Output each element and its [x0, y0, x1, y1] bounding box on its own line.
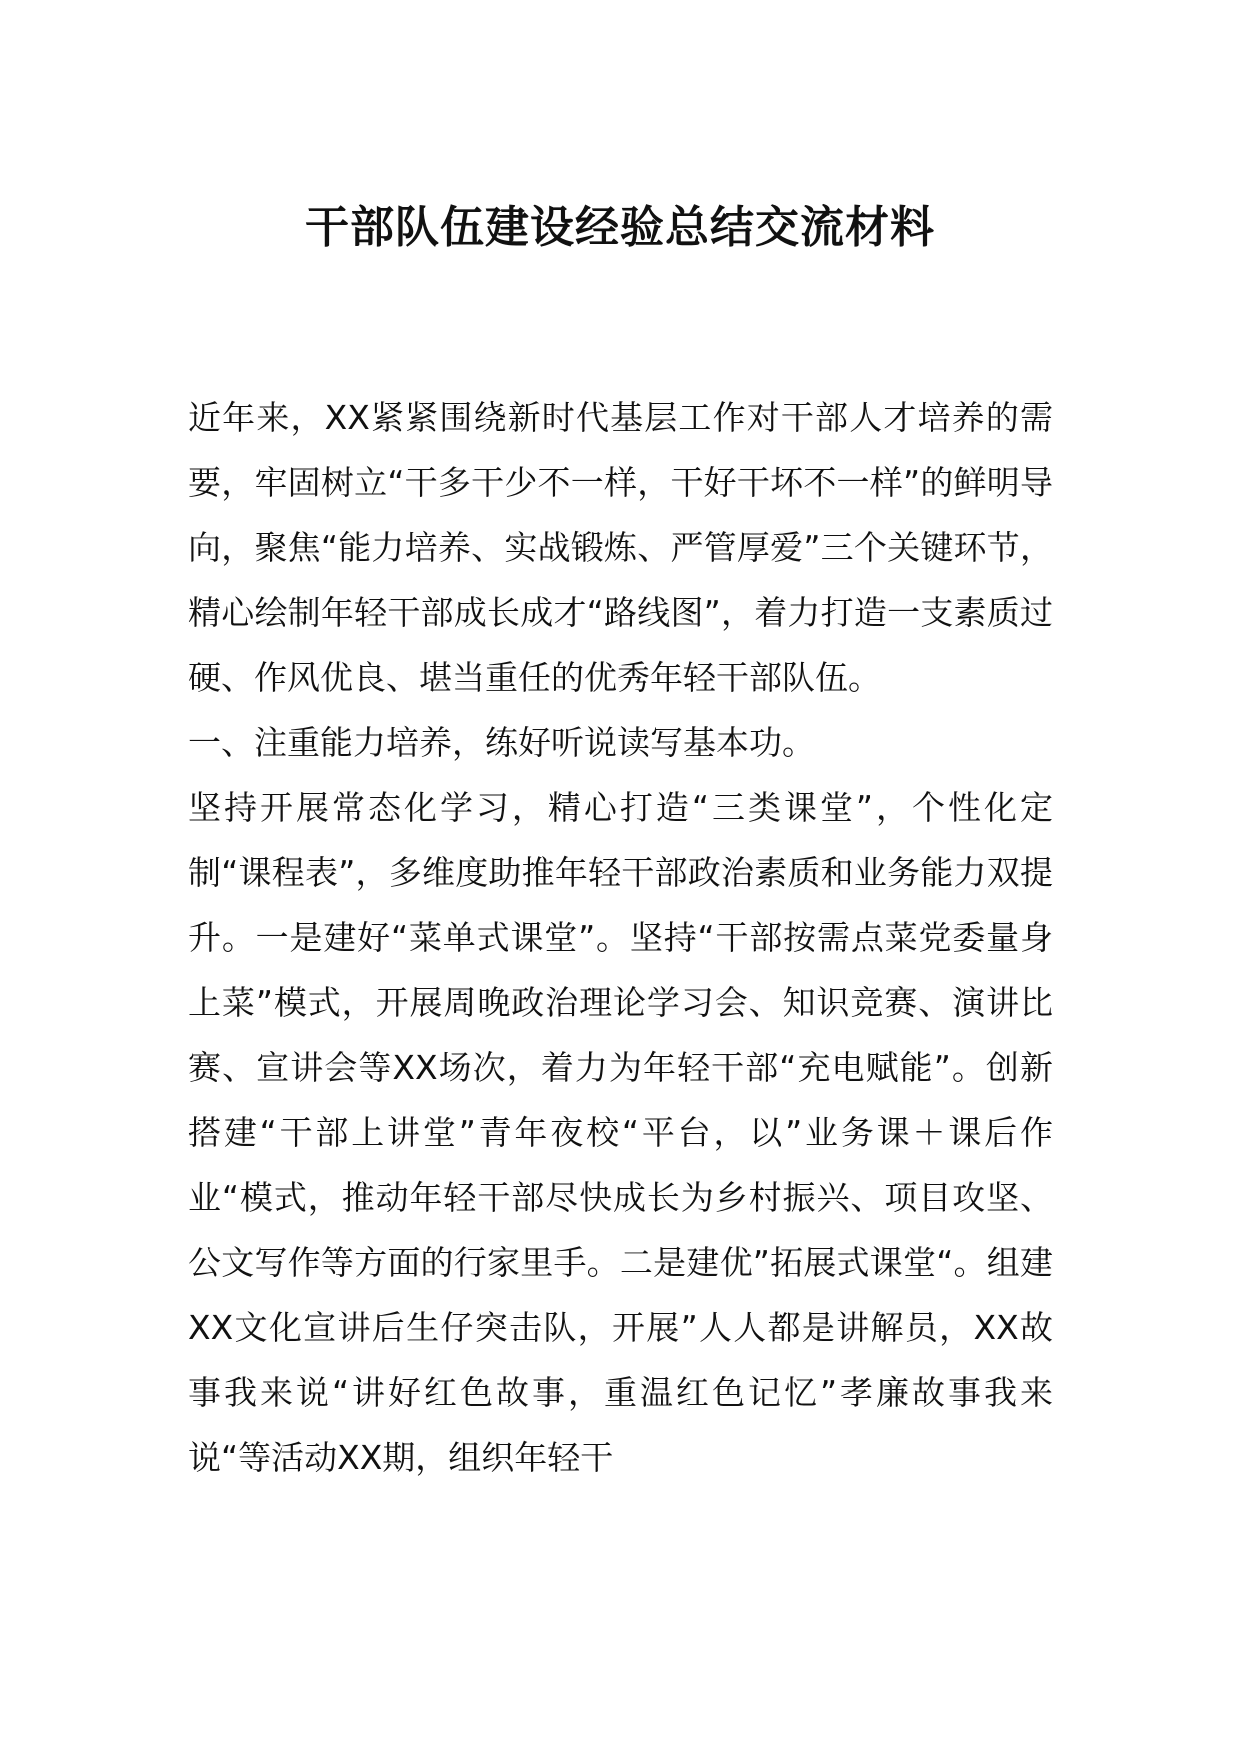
section-heading-1: 一、注重能力培养，练好听说读写基本功。 — [188, 723, 815, 762]
intro-paragraph: 近年来，XX紧紧围绕新时代基层工作对干部人才培养的需要，牢固树立“干多干少不一样，干好干坏不一样”的鲜明导向，聚焦“能力培养、实战锻炼、严管厚爱”三个关键环节，精心绘制年轻干部成长成才“路线图”，着力打造一支素质过硬、作风优良、堪当重任的优秀年轻干部队伍。 — [188, 398, 1053, 697]
document-body — [188, 385, 1053, 1490]
section-1-paragraph: 坚持开展常态化学习，精心打造“三类课堂”，个性化定制“课程表”，多维度助推年轻干部政治素质和业务能力双提升。一是建好“菜单式课堂”。坚持“干部按需点菜党委量身上菜”模式，开展周晚政治理论学习会、知识竞赛、演讲比赛、宣讲会等XX场次，着力为年轻干部“充电赋能”。创新搭建“干部上讲堂”青年夜校“平台，以”业务课＋课后作业“模式，推动年轻干部尽快成长为乡村振兴、项目攻坚、公文写作等方面的行家里手。二是建优”拓展式课堂“。组建XX文化宣讲后生仔突击队，开展”人人都是讲解员，XX故事我来说“讲好红色故事，重温红色记忆”孝廉故事我来说“等活动XX期，组织年轻干 — [188, 788, 1053, 1477]
document-title: 干部队伍建设经验总结交流材料 — [305, 202, 935, 253]
